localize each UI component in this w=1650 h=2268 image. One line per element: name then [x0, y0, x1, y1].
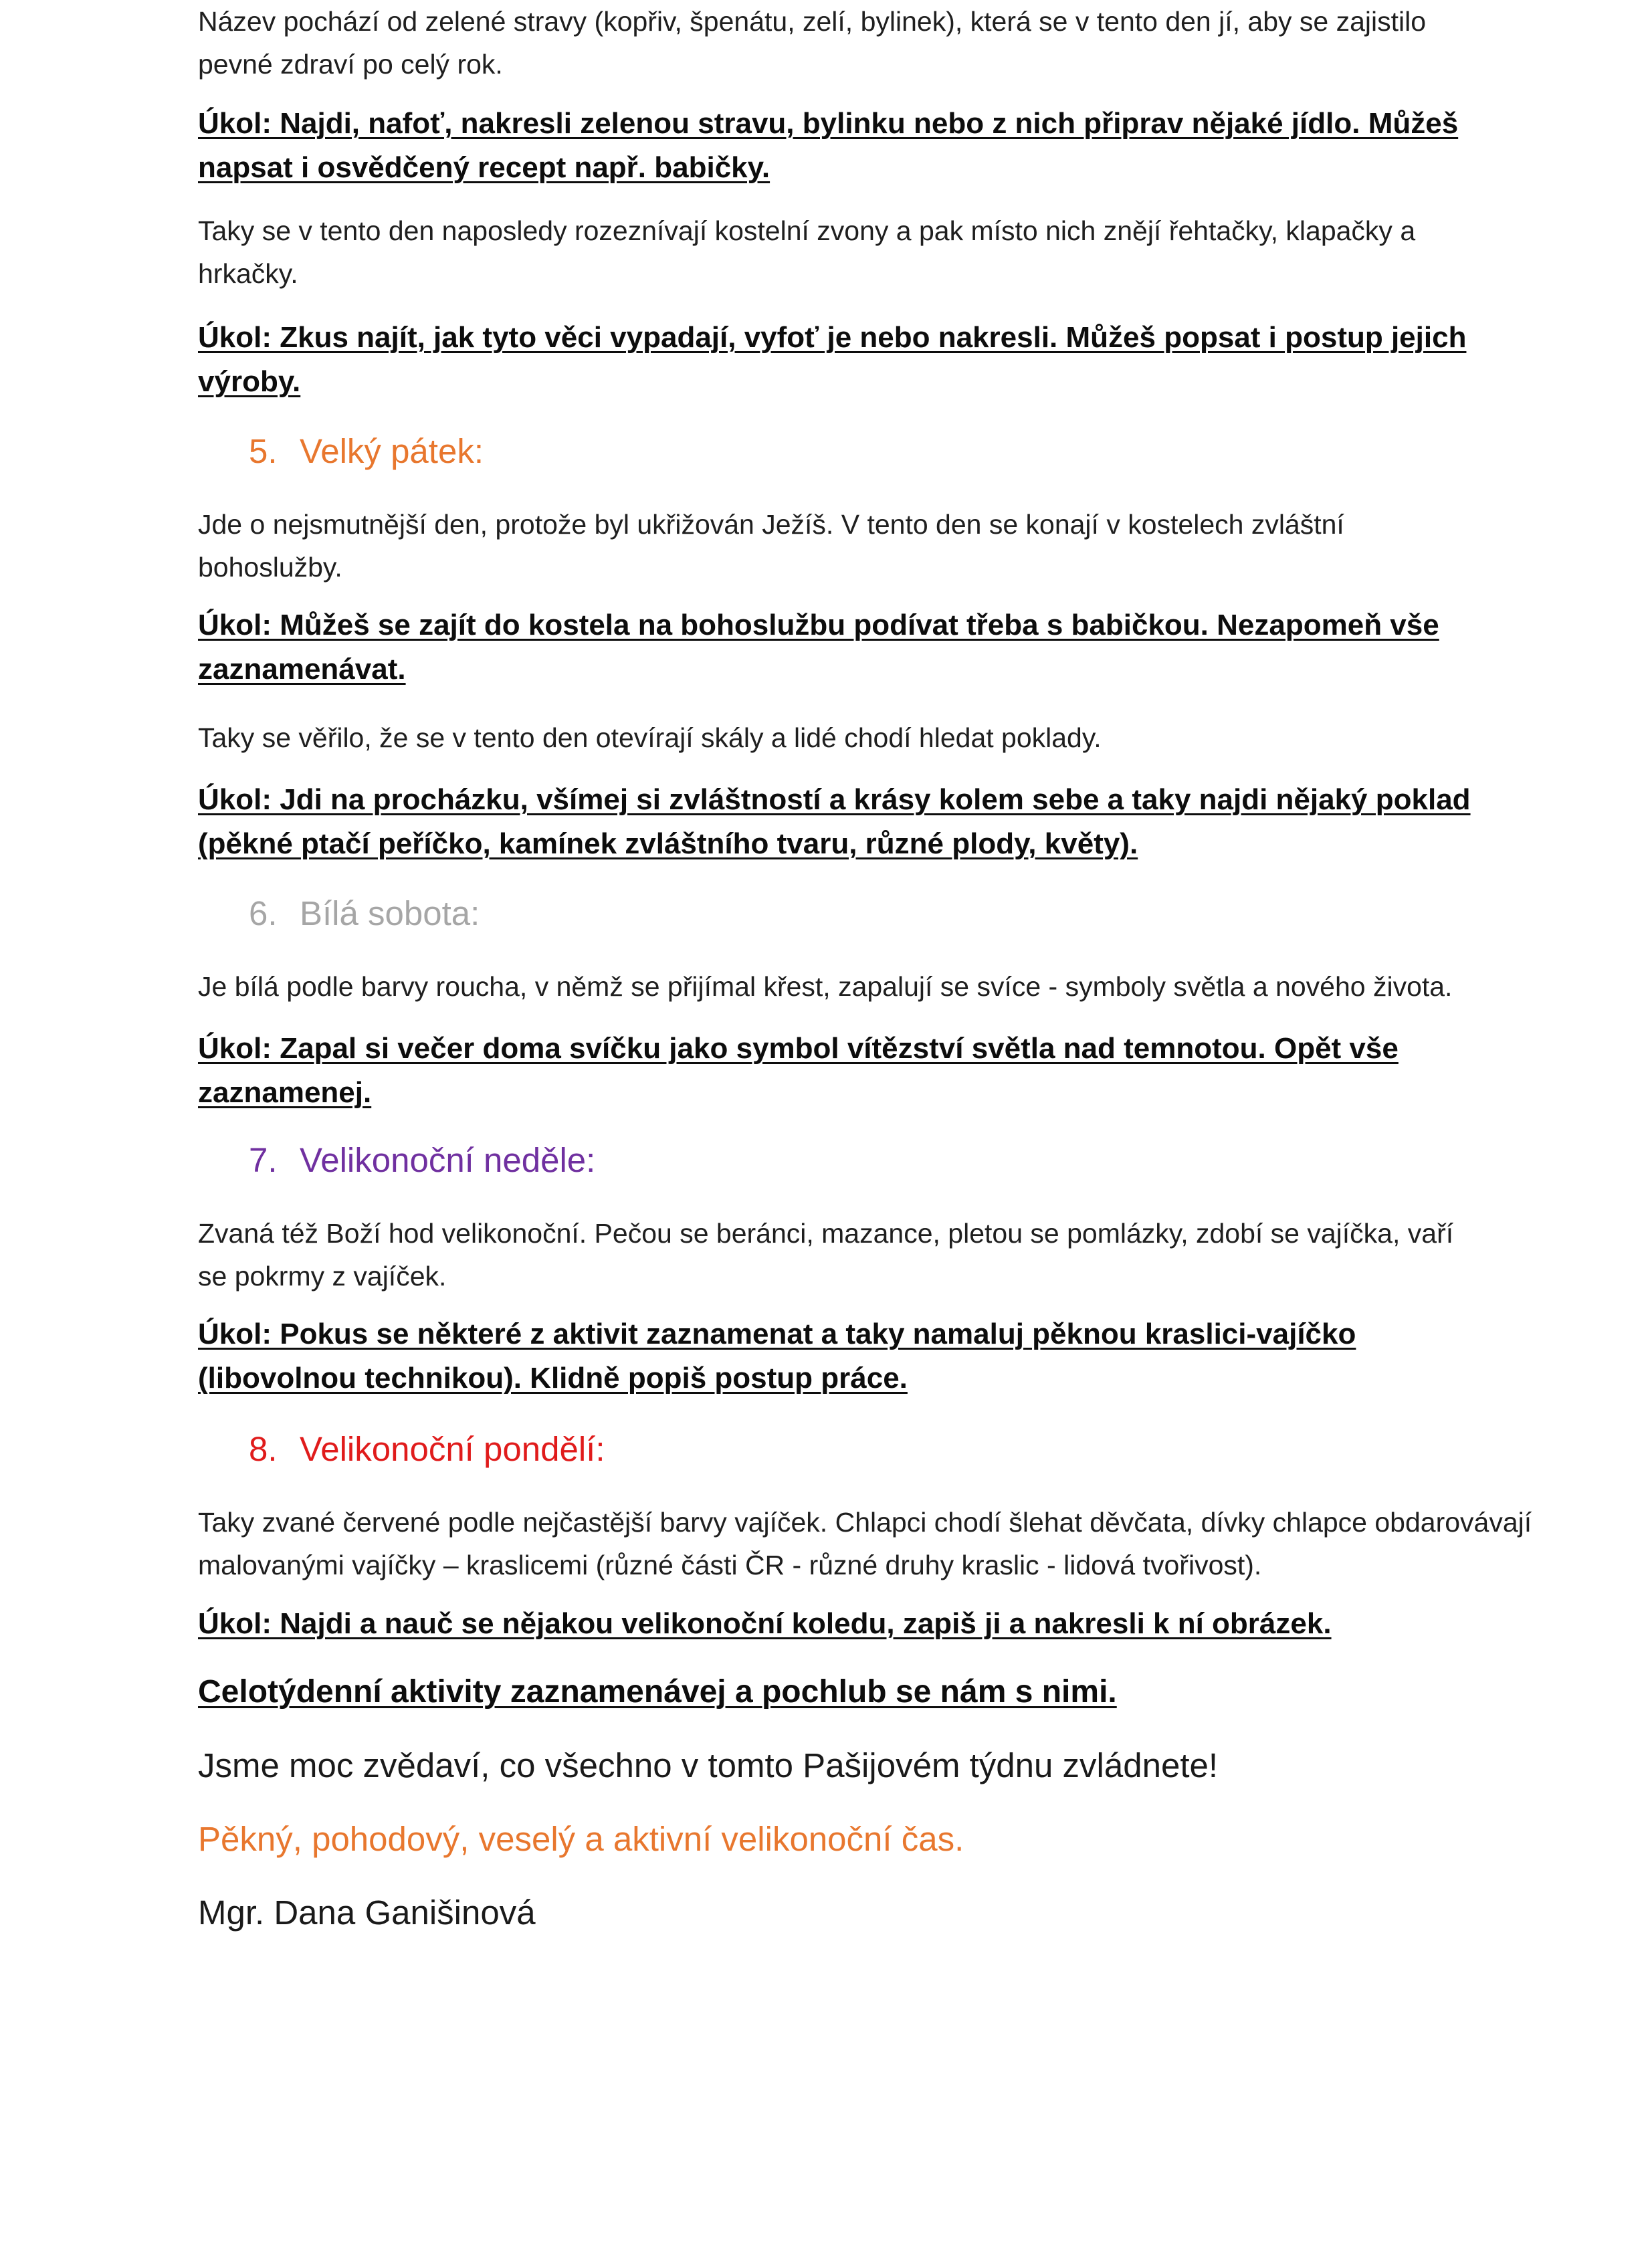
section-7-text: Zvaná též Boží hod velikonoční. Pečou se beránci, mazance, pletou se pomlázky, zdobí se vajíčka, vaří se pokrmy z vajíček. — [198, 1218, 1454, 1292]
section-8-text: Taky zvané červené podle nejčastější barvy vajíček. Chlapci chodí šlehat děvčata, dívky chlapce obdarovávají malovanými vajíčky – kraslicemi (různé části ČR - různé druhy kraslic - lidová tvořivost). — [198, 1507, 1532, 1580]
intro-task: Úkol: Najdi, nafoť, nakresli zelenou stravu, bylinku nebo z nich připrav nějaké jídlo. Můžeš napsat i osvědčený recept např. babičky. — [198, 107, 1459, 184]
section-6-task: Úkol: Zapal si večer doma svíčku jako symbol vítězství světla nad temnotou. Opět vše zaznamenej. — [198, 1032, 1399, 1109]
section-7-number: 7. — [249, 1141, 278, 1179]
section-6-heading — [249, 890, 1533, 937]
closing-wish: Pěkný, pohodový, veselý a aktivní velikonoční čas. — [198, 1820, 964, 1858]
closing-task: Celotýdenní aktivity zaznamenávej a pochlub se nám s nimi. — [198, 1674, 1117, 1710]
intro-text: Název pochází od zelené stravy (kopřiv, špenátu, zelí, bylinek), která se v tento den jí, aby se zajistilo pevné zdraví po celý rok. — [198, 6, 1427, 80]
section-7-task: Úkol: Pokus se některé z aktivit zaznamenat a taky namaluj pěknou kraslici-vajíčko (libovolnou technikou). Klidně popiš postup práce. — [198, 1318, 1356, 1395]
section-6-text: Je bílá podle barvy roucha, v němž se přijímal křest, zapalují se svíce - symboly světla a nového života. — [198, 971, 1453, 1002]
section-5-task: Úkol: Můžeš se zajít do kostela na bohoslužbu podívat třeba s babičkou. Nezapomeň vše zaznamenávat. — [198, 609, 1439, 686]
section-5-heading — [249, 428, 1533, 475]
section-6-number: 6. — [249, 894, 278, 932]
section-6-title: Bílá sobota: — [300, 894, 480, 932]
intro-text-2: Taky se v tento den naposledy rozeznívají kostelní zvony a pak místo nich znějí řehtačky, klapačky a hrkačky. — [198, 215, 1416, 289]
section-5-title: Velký pátek: — [300, 432, 484, 470]
signature: Mgr. Dana Ganišinová — [198, 1893, 536, 1932]
section-5-text-2: Taky se věřilo, že se v tento den otevírají skály a lidé chodí hledat poklady. — [198, 722, 1102, 753]
section-7-title: Velikonoční neděle: — [300, 1141, 596, 1179]
section-5-text: Jde o nejsmutnější den, protože byl ukřižován Ježíš. V tento den se konají v kostelech zvláštní bohoslužby. — [198, 509, 1344, 583]
section-8-heading — [249, 1426, 1533, 1473]
section-8-title: Velikonoční pondělí: — [300, 1430, 605, 1468]
section-5-task-2: Úkol: Jdi na procházku, všímej si zvláštností a krásy kolem sebe a taky najdi nějaký poklad (pěkné ptačí peříčko, kamínek zvláštního tvaru, různé plody, květy). — [198, 783, 1471, 860]
section-5-number: 5. — [249, 432, 278, 470]
section-7-heading — [249, 1137, 1533, 1184]
intro-task-2: Úkol: Zkus najít, jak tyto věci vypadají, vyfoť je nebo nakresli. Můžeš popsat i postup jejich výroby. — [198, 321, 1467, 398]
section-8-number: 8. — [249, 1430, 278, 1468]
section-8-task: Úkol: Najdi a nauč se nějakou velikonoční koledu, zapiš ji a nakresli k ní obrázek. — [198, 1607, 1332, 1640]
closing-line: Jsme moc zvědaví, co všechno v tomto Pašijovém týdnu zvládnete! — [198, 1746, 1219, 1784]
